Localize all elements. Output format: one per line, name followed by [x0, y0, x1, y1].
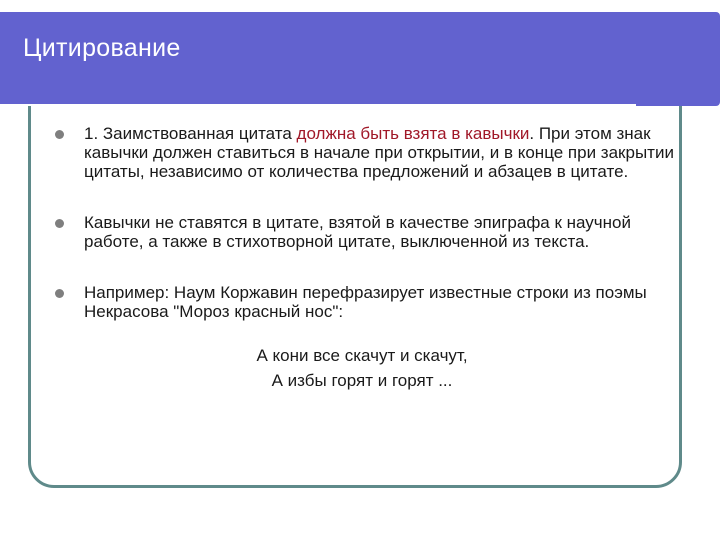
bullet-item-2 [54, 213, 674, 251]
title-bar [0, 12, 720, 106]
poem-line-2: А избы горят и горят ... [271, 371, 453, 390]
bullet-dot-icon [55, 289, 64, 298]
title-divider [0, 104, 636, 106]
bullet-item-1 [54, 124, 674, 181]
bullet-3-text: Например: Наум Коржавин перефразирует известные строки из поэмы Некрасова "Мороз красный нос": [84, 283, 647, 321]
slide-title: Цитирование [23, 34, 181, 62]
poem-line-1: А кони все скачут и скачут, [256, 346, 468, 365]
poem-quote [54, 343, 640, 393]
bullet-1-text-end: . При этом знак кавычки должен ставиться в начале при открытии, и в конце при закрытии цитаты, независимо от количества предложений и абзацев в цитате. [84, 124, 674, 181]
bullet-1-text-start: 1. Заимствованная цитата [84, 124, 297, 143]
bullet-dot-icon [55, 130, 64, 139]
bullet-item-3 [54, 283, 674, 321]
bullet-1-highlight: должна быть взята в кавычки [296, 124, 530, 143]
bullet-dot-icon [55, 219, 64, 228]
bullet-2-text: Кавычки не ставятся в цитате, взятой в качестве эпиграфа к научной работе, а также в стихотворной цитате, выключенной из текста. [84, 213, 631, 251]
slide-content [54, 124, 674, 393]
